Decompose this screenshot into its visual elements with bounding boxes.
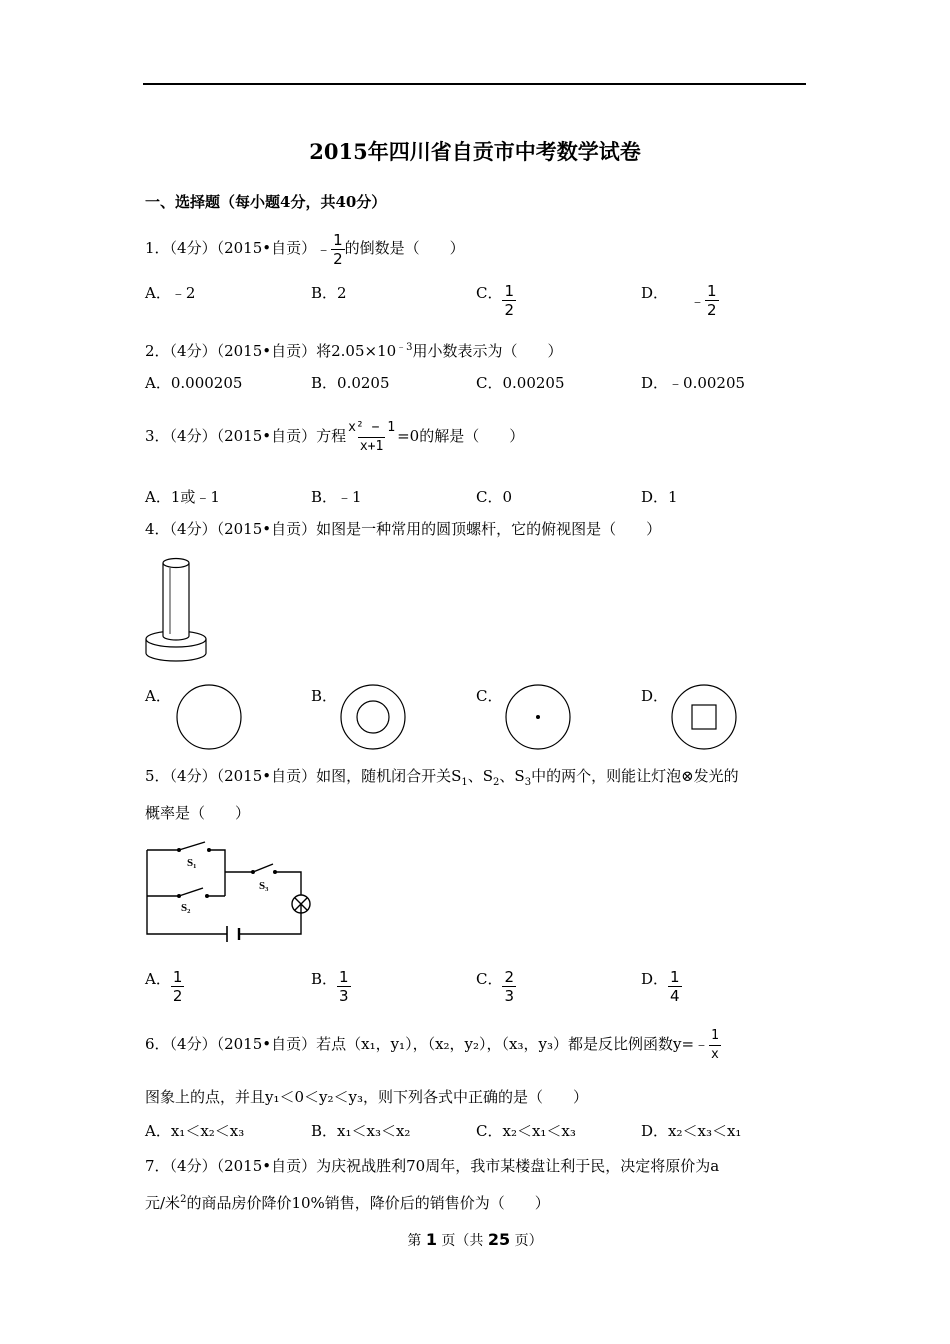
q2-option-d: D．﹣0.00205 (641, 374, 746, 392)
q4-option-d: D． (641, 687, 669, 705)
q2-option-a: A．0.000205 (145, 374, 243, 392)
page-total: 25 (487, 1230, 511, 1249)
header-rule (143, 83, 806, 85)
bolt-figure (143, 556, 223, 666)
circuit-figure (143, 840, 313, 948)
question-5-line1: 5．（4分）（2015•自贡）如图，随机闭合开关$S_1$、$S_2$、$S_3$中的两个，则能让灯泡⊗发光的 (145, 767, 739, 788)
section-heading: 一、选择题（每小题4分，共40分） (145, 193, 387, 211)
q1-option-c: C． $\frac{1}{2}$ (476, 282, 515, 319)
q1-option-d: D． ﹣ $\frac{1}{2}$ (641, 282, 717, 319)
q3-option-a: A．1或﹣1 (145, 488, 220, 506)
page-number: 1 (425, 1230, 437, 1249)
q1-neg: ﹣ (316, 240, 332, 258)
q6-option-b: B．x₁＜x₃＜x₂ (311, 1122, 411, 1140)
question-6-line2: 图象上的点，并且y₁＜0＜y₂＜y₃，则下列各式中正确的是（ ） (145, 1088, 589, 1106)
q4-option-d-figure (669, 684, 739, 752)
q2-exponent: ﹣3 (396, 342, 413, 353)
question-3-stem: 3．（4分）（2015•自贡）方程 $\frac{\text{x² − 1}}{x+1}$ =0的解是（ ） (145, 419, 525, 454)
q5-option-c: C． $\frac{2}{3}$ (476, 968, 515, 1005)
q3-option-b: B．﹣1 (311, 488, 362, 506)
q3-fraction: $\frac{\text{x² − 1}}{x+1}$ (348, 419, 396, 454)
q3-option-d: D．1 (641, 488, 678, 506)
question-7-line1: 7．（4分）（2015•自贡）为庆祝战胜利70周年，我市某楼盘让利于民，决定将原价为a (145, 1157, 720, 1175)
question-7-line2: 元/米$^2$的商品房价降价10%销售，降价后的销售价为（ ） (145, 1194, 550, 1212)
question-5-line2: 概率是（ ） (145, 804, 251, 822)
circuit-label-s3: S₃ (259, 880, 269, 892)
q4-option-c-figure (504, 684, 574, 752)
q1-option-c-fraction: $\frac{1}{2}$ (504, 282, 515, 319)
q3-option-c: C．0 (476, 488, 513, 506)
q5-option-b: B． $\frac{1}{3}$ (311, 968, 349, 1005)
q1-suffix: 的倒数是（ ） (344, 239, 465, 257)
circuit-label-s2: S₂ (181, 902, 191, 914)
question-4-stem: 4．（4分）（2015•自贡）如图是一种常用的圆顶螺杆，它的俯视图是（ ） (145, 520, 662, 538)
q4-option-a: A． (145, 687, 171, 705)
question-6-line1: 6．（4分）（2015•自贡）若点（x₁，y₁），（x₂，y₂），（x₃，y₃）都是反比例函数y=﹣ $\frac{1}{x}$ (145, 1027, 719, 1062)
q6-option-c: C．x₂＜x₁＜x₃ (476, 1122, 576, 1140)
q1-fraction: $\frac{1}{2}$ (333, 230, 343, 268)
page-footer: 第 1 页（共 25 页） (407, 1230, 543, 1249)
q5-option-d: D． $\frac{1}{4}$ (641, 968, 680, 1005)
q4-option-a-figure (175, 684, 245, 752)
q1-option-a: A．﹣2 (145, 284, 196, 302)
q2-option-b: B．0.0205 (311, 374, 390, 392)
q1-prefix: 1．（4分）（2015•自贡） (145, 239, 317, 257)
question-1-stem (145, 230, 465, 268)
q4-option-c: C． (476, 687, 503, 705)
q4-option-b-figure (339, 684, 409, 752)
page-title: 2015年四川省自贡市中考数学试卷 (309, 139, 641, 164)
q6-option-d: D．x₂＜x₃＜x₁ (641, 1122, 742, 1140)
q4-option-b: B． (311, 687, 338, 705)
q6-option-a: A．x₁＜x₂＜x₃ (145, 1122, 245, 1140)
q5-option-a: A． $\frac{1}{2}$ (145, 968, 183, 1005)
circuit-label-s1: S₁ (187, 857, 197, 869)
q1-option-d-fraction: $\frac{1}{2}$ (707, 282, 717, 319)
q2-option-c: C．0.00205 (476, 374, 565, 392)
q1-option-b: B．2 (311, 284, 347, 302)
question-2-stem: 2．（4分）（2015•自贡）将$2.05\times 10^{﹣3}$用小数表示为（ ） (145, 342, 563, 360)
